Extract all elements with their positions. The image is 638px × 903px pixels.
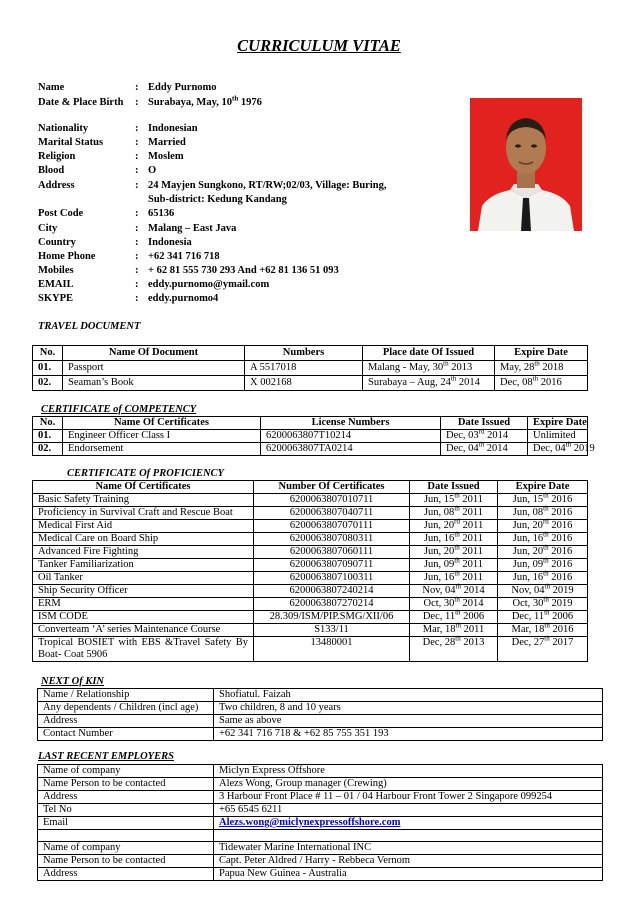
table-cell: Jun, 08th 2016	[498, 507, 588, 520]
column-header: Place date Of Issued	[363, 346, 495, 361]
travel-row	[33, 361, 588, 376]
table-cell: Name of company	[38, 842, 214, 855]
travel-heading: TRAVEL DOCUMENT	[38, 321, 141, 332]
employer-row	[38, 791, 603, 804]
personal-label: Name	[38, 82, 65, 93]
table-cell: +62 341 716 718 & +62 85 755 351 193	[214, 728, 603, 741]
proficiency-row	[33, 559, 588, 572]
personal-value: + 62 81 555 730 293 And +62 81 136 51 093	[148, 265, 339, 276]
personal-value: eddy.purnomo4	[148, 293, 219, 304]
personal-colon: :	[135, 265, 139, 276]
table-cell: Nov, 04th 2014	[410, 585, 498, 598]
proficiency-row	[33, 598, 588, 611]
personal-value: O	[148, 165, 157, 176]
personal-label: Nationality	[38, 123, 89, 134]
table-cell: Malang - May, 30th 2013	[363, 361, 495, 376]
table-cell	[214, 830, 603, 842]
table-cell: 02.	[33, 443, 63, 456]
personal-value: Moslem	[148, 151, 184, 162]
table-cell: 28.309/ISM/PIP.SMG/XII/06	[254, 611, 410, 624]
table-cell: Address	[38, 791, 214, 804]
table-cell: S133/11	[254, 624, 410, 637]
table-cell: Seaman’s Book	[63, 376, 245, 391]
competency-heading: CERTIFICATE of COMPETENCY	[41, 404, 197, 415]
column-header: Expire Date	[528, 417, 588, 430]
table-cell: Medical Care on Board Ship	[33, 533, 254, 546]
table-cell: 13480001	[254, 637, 410, 662]
table-cell: Capt. Peter Aldred / Harry - Rebbeca Vernom	[214, 855, 603, 868]
personal-label: Post Code	[38, 208, 84, 219]
personal-colon: :	[135, 237, 139, 248]
employer-row	[38, 855, 603, 868]
personal-value: Surabaya, May, 10th 1976	[148, 94, 262, 108]
personal-value: Sub-district: Kedung Kandang	[148, 194, 287, 205]
table-cell: Unlimited	[528, 430, 588, 443]
table-cell: Dec, 04th 2014	[441, 443, 528, 456]
employer-row	[38, 765, 603, 778]
personal-colon: :	[135, 293, 139, 304]
personal-label: Blood	[38, 165, 65, 176]
table-cell: Tidewater Marine International INC	[214, 842, 603, 855]
table-cell: Name Person to be contacted	[38, 855, 214, 868]
table-cell: Tel No	[38, 804, 214, 817]
table-cell: Endorsement	[63, 443, 261, 456]
personal-value: Married	[148, 137, 186, 148]
table-cell: Nov, 04th 2019	[498, 585, 588, 598]
personal-value: Indonesia	[148, 237, 192, 248]
page-title: CURRICULUM VITAE	[237, 36, 401, 55]
table-cell: Alezs.wong@miclynexpressoffshore.com	[214, 817, 603, 830]
table-cell: 6200063807240214	[254, 585, 410, 598]
proficiency-row	[33, 507, 588, 520]
table-cell: +65 6545 6211	[214, 804, 603, 817]
kin-table	[37, 688, 603, 741]
table-cell: Oct, 30th 2019	[498, 598, 588, 611]
person-photo-icon	[470, 98, 582, 231]
table-cell: Advanced Fire Fighting	[33, 546, 254, 559]
column-header: Expire Date	[495, 346, 588, 361]
table-cell: Basic Safety Training	[33, 494, 254, 507]
personal-colon: :	[135, 165, 139, 176]
personal-value: Indonesian	[148, 123, 198, 134]
competency-row	[33, 430, 588, 443]
kin-row	[38, 689, 603, 702]
personal-label: Mobiles	[38, 265, 74, 276]
personal-label: City	[38, 223, 58, 234]
table-cell: A 5517018	[245, 361, 363, 376]
personal-label: Marital Status	[38, 137, 104, 148]
kin-row	[38, 715, 603, 728]
personal-label: Date & Place Birth	[38, 97, 124, 108]
table-cell: Surabaya – Aug, 24th 2014	[363, 376, 495, 391]
personal-label: Address	[38, 180, 75, 191]
personal-value: Malang – East Java	[148, 223, 237, 234]
table-cell: ISM CODE	[33, 611, 254, 624]
table-cell: 6200063807010711	[254, 494, 410, 507]
table-cell: 3 Harbour Front Place # 11 – 01 / 04 Harbour Front Tower 2 Singapore 099254	[214, 791, 603, 804]
kin-heading: NEXT Of KIN	[41, 676, 105, 687]
employer-row	[38, 842, 603, 855]
proficiency-row	[33, 546, 588, 559]
table-cell: Jun, 09th 2016	[498, 559, 588, 572]
table-cell: Any dependents / Children (incl age)	[38, 702, 214, 715]
table-cell: Engineer Officer Class I	[63, 430, 261, 443]
employer-row	[38, 778, 603, 791]
travel-row	[33, 376, 588, 391]
table-cell: Mar, 18th 2011	[410, 624, 498, 637]
table-cell: Jun, 15th 2011	[410, 494, 498, 507]
table-cell: Dec, 04th 2019	[528, 443, 588, 456]
table-cell: 6200063807T10214	[261, 430, 441, 443]
table-cell: Jun, 16th 2011	[410, 572, 498, 585]
personal-colon: :	[135, 137, 139, 148]
employers-heading: LAST RECENT EMPLOYERS	[38, 751, 174, 762]
proficiency-row	[33, 585, 588, 598]
column-header: Numbers	[245, 346, 363, 361]
table-cell: ERM	[33, 598, 254, 611]
table-cell: 01.	[33, 361, 63, 376]
table-cell: Two children, 8 and 10 years	[214, 702, 603, 715]
personal-colon: :	[135, 123, 139, 134]
table-cell: Mar, 18th 2016	[498, 624, 588, 637]
proficiency-row	[33, 572, 588, 585]
table-cell: 6200063807100311	[254, 572, 410, 585]
table-cell: Shofiatul. Faizah	[214, 689, 603, 702]
table-cell: 01.	[33, 430, 63, 443]
table-cell: Address	[38, 715, 214, 728]
table-cell: Jun, 08th 2011	[410, 507, 498, 520]
table-cell: Jun, 15th 2016	[498, 494, 588, 507]
proficiency-row	[33, 494, 588, 507]
table-cell: Name Person to be contacted	[38, 778, 214, 791]
table-cell: Jun, 20rd 2016	[498, 520, 588, 533]
table-cell: Dec, 28th 2013	[410, 637, 498, 662]
personal-value: 65136	[148, 208, 175, 219]
travel-table	[32, 345, 588, 391]
competency-table	[32, 416, 595, 456]
table-cell: Alezs Wong, Group manager (Crewing)	[214, 778, 603, 791]
proficiency-row	[33, 533, 588, 546]
column-header: Date Issued	[441, 417, 528, 430]
kin-row	[38, 702, 603, 715]
personal-value: Eddy Purnomo	[148, 82, 217, 93]
personal-colon: :	[135, 251, 139, 262]
personal-colon: :	[135, 180, 139, 191]
table-cell: Address	[38, 868, 214, 881]
table-cell: Jun, 20rd 2011	[410, 520, 498, 533]
table-cell: Tropical BOSIET with EBS &Travel Safety By Boat- Coat 5906	[33, 637, 254, 662]
table-cell: Dec, 11th 2006	[410, 611, 498, 624]
proficiency-heading: CERTIFICATE Of PROFICIENCY	[67, 468, 224, 479]
employer-row	[38, 817, 603, 830]
employer-row	[38, 868, 603, 881]
column-header: Name Of Certificates	[63, 417, 261, 430]
proficiency-row	[33, 637, 588, 662]
personal-colon: :	[135, 223, 139, 234]
table-cell: 6200063807040711	[254, 507, 410, 520]
table-cell: Dec, 27th 2017	[498, 637, 588, 662]
column-header: Expire Date	[498, 481, 588, 494]
personal-label: Religion	[38, 151, 76, 162]
table-cell: 02.	[33, 376, 63, 391]
proficiency-row	[33, 520, 588, 533]
employer-row	[38, 830, 603, 842]
table-cell: May, 28th 2018	[495, 361, 588, 376]
table-cell: 6200063807080311	[254, 533, 410, 546]
personal-label: SKYPE	[38, 293, 74, 304]
table-cell: Ship Security Officer	[33, 585, 254, 598]
table-cell: Converteam ‘A’ series Maintenance Course	[33, 624, 254, 637]
table-cell: Dec, 08th 2016	[495, 376, 588, 391]
table-cell: Proficiency in Survival Craft and Rescue Boat	[33, 507, 254, 520]
employers-table	[37, 764, 603, 881]
column-header: Date Issued	[410, 481, 498, 494]
table-cell: Jun, 16th 2016	[498, 533, 588, 546]
table-cell: 6200063807070111	[254, 520, 410, 533]
table-cell: 6200063807090711	[254, 559, 410, 572]
personal-value: eddy.purnomo@ymail.com	[148, 279, 270, 290]
table-cell: Jun, 16th 2016	[498, 572, 588, 585]
column-header: Number Of Certificates	[254, 481, 410, 494]
table-cell: 6200063807270214	[254, 598, 410, 611]
personal-colon: :	[135, 82, 139, 93]
table-cell: Passport	[63, 361, 245, 376]
column-header: Name Of Document	[63, 346, 245, 361]
personal-colon: :	[135, 97, 139, 108]
personal-label: Home Phone	[38, 251, 96, 262]
table-cell: Jun, 16th 2011	[410, 533, 498, 546]
personal-colon: :	[135, 208, 139, 219]
column-header: No.	[33, 346, 63, 361]
table-cell: Name of company	[38, 765, 214, 778]
column-header: No.	[33, 417, 63, 430]
table-cell: Contact Number	[38, 728, 214, 741]
table-cell: 6200063807TA0214	[261, 443, 441, 456]
personal-colon: :	[135, 279, 139, 290]
table-cell: Dec, 03rd 2014	[441, 430, 528, 443]
table-cell: Jun, 20th 2016	[498, 546, 588, 559]
table-cell: Dec, 11th 2006	[498, 611, 588, 624]
personal-label: EMAIL	[38, 279, 74, 290]
personal-label: Country	[38, 237, 76, 248]
table-cell: Tanker Familiarization	[33, 559, 254, 572]
proficiency-row	[33, 611, 588, 624]
employer-row	[38, 804, 603, 817]
table-cell: Oil Tanker	[33, 572, 254, 585]
column-header: License Numbers	[261, 417, 441, 430]
kin-row	[38, 728, 603, 741]
table-cell: Jun, 09th 2011	[410, 559, 498, 572]
personal-value: +62 341 716 718	[148, 251, 220, 262]
personal-colon: :	[135, 151, 139, 162]
table-cell: Miclyn Express Offshore	[214, 765, 603, 778]
competency-row	[33, 443, 588, 456]
personal-value: 24 Mayjen Sungkono, RT/RW;02/03, Village: Buring,	[148, 180, 387, 191]
table-cell: Papua New Guinea - Australia	[214, 868, 603, 881]
table-cell: Oct, 30th 2014	[410, 598, 498, 611]
table-cell: Same as above	[214, 715, 603, 728]
table-cell: Email	[38, 817, 214, 830]
profile-photo	[470, 98, 582, 231]
table-cell	[38, 830, 214, 842]
table-cell: Jun, 20th 2011	[410, 546, 498, 559]
table-cell: X 002168	[245, 376, 363, 391]
table-cell: Name / Relationship	[38, 689, 214, 702]
table-cell: 6200063807060111	[254, 546, 410, 559]
table-cell: Medical First Aid	[33, 520, 254, 533]
column-header: Name Of Certificates	[33, 481, 254, 494]
proficiency-row	[33, 624, 588, 637]
proficiency-table	[32, 480, 588, 662]
